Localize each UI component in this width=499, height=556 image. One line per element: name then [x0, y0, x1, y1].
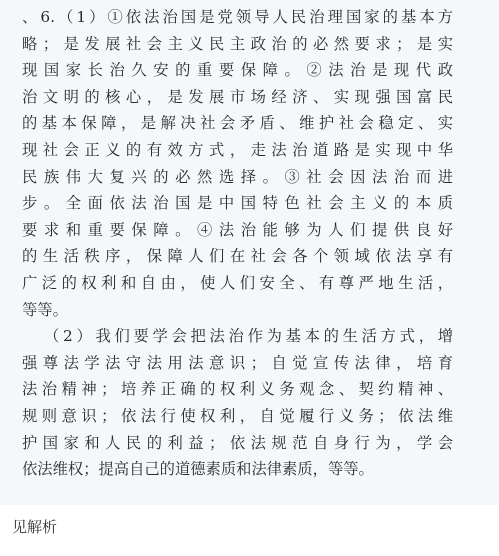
answer-line: 护国家和人民的利益；依法规范自身行为，学会: [22, 433, 453, 452]
answer-line: 现国家长治久安的重要保障。②法治是现代政: [22, 61, 453, 80]
answer-line: 规则意识；依法行使权利，自觉履行义务；依法维: [22, 406, 453, 425]
answer-line: 现社会正义的有效方式，走法治道路是实现中华: [22, 140, 453, 159]
answer-line: 民族伟大复兴的必然选择。③社会因法治而进: [22, 167, 453, 186]
answer-line: 的生活秩序，保障人们在社会各个领域依法享有: [22, 247, 453, 266]
answer-line: 依法维权；提高自己的道德素质和法律素质，等等。: [22, 460, 374, 479]
answer-line: 、6.（1）①依法治国是党领导人民治理国家的基本方: [22, 8, 453, 26]
answer-line: 治文明的核心，是发展市场经济、实现强国富民: [22, 87, 453, 106]
answer-line: 的基本保障，是解决社会矛盾、维护社会稳定、实: [22, 114, 453, 133]
answer-line: 法治精神；培养正确的权利义务观念、契约精神、: [22, 380, 453, 399]
answer-line: 要求和重要保障。④法治能够为人们提供良好: [22, 220, 453, 239]
answer-line: 广泛的权利和自由，使人们安全、有尊严地生活，: [22, 273, 453, 292]
answer-line: 略；是发展社会主义民主政治的必然要求；是实: [22, 34, 453, 53]
answer-line: 等等。: [22, 300, 68, 319]
answer-line: 步。全面依法治国是中国特色社会主义的本质: [22, 194, 453, 213]
answer-line: 强尊法学法守法用法意识；自觉宣传法律，培育: [22, 353, 453, 372]
solution-label: 见解析: [12, 518, 58, 536]
answer-line: （2）我们要学会把法治作为基本的生活方式，增: [44, 327, 453, 346]
